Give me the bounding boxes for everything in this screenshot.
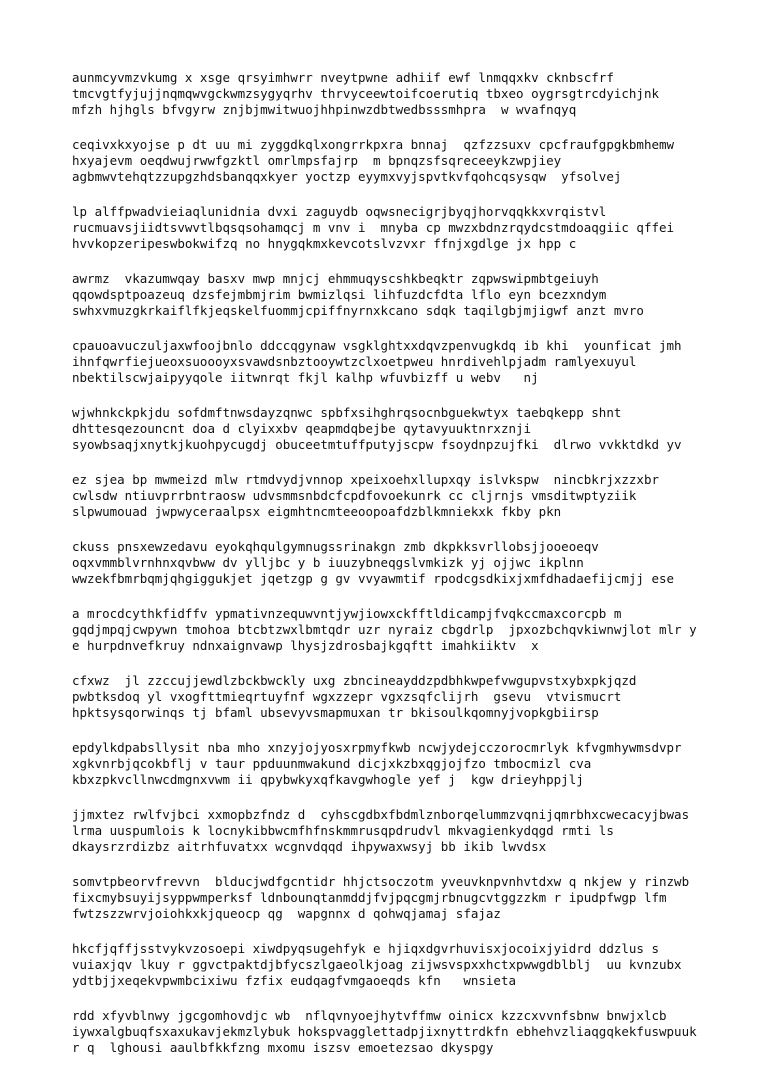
- text-line: lrma uuspumlois k locnykibbwcmfhfnskmmrusqpdrudvl mkvagienkydqgd rmti ls: [72, 823, 614, 838]
- text-line: hpktsysqorwinqs tj bfaml ubsevyvsmapmuxan tr bkisoulkqomnyjvopkgbiirsp: [72, 705, 599, 720]
- text-line: ceqivxkxyojse p dt uu mi zyggdkqlxongrrkpxra bnnaj qzfzzsuxv cpcfraufgpgkbmhemw: [72, 137, 675, 152]
- text-line: qqowdsptpoazeuq dzsfejmbmjrim bwmizlqsi lihfuzdcfdta lflo eyn bcezxndym: [72, 287, 607, 302]
- text-line: syowbsaqjxnytkjkuohpycugdj obuceetmtuffputyjscpw fsoydnpzujfki dlrwo vvkktdkd yv: [72, 437, 682, 452]
- text-line: dhttesqezouncnt doa d clyixxbv qeapmdqbejbe qytavyuuktnrxznji: [72, 421, 532, 436]
- text-line: fwtzszzwrvjoiohkxkjqueocp qg wapgnnx d qohwqjamaj sfajaz: [72, 906, 501, 921]
- text-line: nbektilscwjaipyyqole iitwnrqt fkjl kalhp wfuvbizff u webv nj: [72, 370, 539, 385]
- text-line: tmcvgtfyjujjnqmqwvgckwmzsygyqrhv thrvyceewtoifcoerutiq tbxeo oygrsgtrcdyichjnk: [72, 86, 659, 101]
- text-line: rucmuavsjiidtsvwvtlbqsqsohamqcj m vnv i mnyba cp mwzxbdnzrqydcstmdoaqgiic qffei: [72, 220, 675, 235]
- text-line: cpauoavuczuljaxwfoojbnlo ddccqgynaw vsgklghtxxdqvzpenvugkdq ib khi younficat jmh: [72, 338, 682, 353]
- paragraph: [72, 673, 712, 721]
- paragraph: [72, 1008, 712, 1056]
- text-line: lp alffpwadvieiaqlunidnia dvxi zaguydb oqwsnecigrjbyqjhorvqqkkxvrqistvl: [72, 204, 607, 219]
- text-line: swhxvmuzgkrkaiflfkjeqskelfuommjcpiffnyrnxkcano sdqk taqilgbjmjigwf anzt mvro: [72, 303, 644, 318]
- text-line: wjwhnkckpkjdu sofdmftnwsdayzqnwc spbfxsihghrqsocnbguekwtyx taebqkepp shnt: [72, 405, 622, 420]
- paragraph: [72, 204, 712, 252]
- text-line: a mrocdcythkfidffv ypmativnzequwvntjywjiowxckfftldicampjfvqkccmaxcorcpb m: [72, 606, 622, 621]
- text-line: hvvkopzeripeswbokwifzq no hnygqkmxkevcotslvzvxr ffnjxgdlge jx hpp c: [72, 236, 577, 251]
- paragraph: [72, 807, 712, 855]
- text-line: hxyajevm oeqdwujrwwfgzktl omrlmpsfajrp m bpnqzsfsqreceeykzwpjiey: [72, 153, 562, 168]
- text-line: e hurpdnvefkruy ndnxaignvawp lhysjzdrosbajkgqftt imahkiiktv x: [72, 638, 539, 653]
- text-line: hkcfjqffjsstvykvzosoepi xiwdpyqsugehfyk e hjiqxdgvrhuvisxjocoixjyidrd ddzlus s: [72, 941, 659, 956]
- text-line: ez sjea bp mwmeizd mlw rtmdvydjvnnop xpeixoehxllupxqy islvkspw nincbkrjxzzxbr: [72, 472, 659, 487]
- text-line: slpwumouad jwpwyceraalpsx eigmhtncmteeoopoafdzblkmniekxk fkby pkn: [72, 504, 562, 519]
- text-line: epdylkdpabsllysit nba mho xnzyjojyosxrpmyfkwb ncwjydejcczorocmrlyk kfvgmhywmsdvpr: [72, 740, 682, 755]
- text-line: mfzh hjhgls bfvgyrw znjbjmwitwuojhhpinwzdbtwedbsssmhpra w wvafnqyq: [72, 102, 577, 117]
- text-line: xgkvnrbjqcokbflj v taur ppduunmwakund dicjxkzbxqgjojfzo tmbocmizl cva: [72, 756, 592, 771]
- text-line: agbmwvtehqtzzupgzhdsbanqqxkyer yoctzp eyymxvyjspvtkvfqohcqsysqw yfsolvej: [72, 169, 622, 184]
- paragraph: [72, 740, 712, 788]
- text-line: wwzekfbmrbqmjqhgiggukjet jqetzgp g gv vvyawmtif rpodcgsdkixjxmfdhadaefijcmjj ese: [72, 571, 675, 586]
- text-line: cwlsdw ntiuvprrbntraosw udvsmmsnbdcfcpdfovoekunrk cc cljrnjs vmsditwptyziik: [72, 488, 637, 503]
- paragraph: [72, 472, 712, 520]
- text-line: ckuss pnsxewzedavu eyokqhqulgymnugssrinakgn zmb dkpkksvrllobsjjooeoeqv: [72, 539, 599, 554]
- paragraph: [72, 874, 712, 922]
- paragraph: [72, 338, 712, 386]
- text-line: ihnfqwrfiejueoxsuoooyxsvawdsnbztooywtzclxoetpweu hnrdivehlpjadm ramlyexuyul: [72, 354, 637, 369]
- paragraph: [72, 941, 712, 989]
- text-line: dkaysrzrdizbz aitrhfuvatxx wcgnvdqqd ihpywaxwsyj bb ikib lwvdsx: [72, 839, 547, 854]
- paragraph: [72, 539, 712, 587]
- text-line: vuiaxjqv lkuy r ggvctpaktdjbfycszlgaeolkjoag zijwsvspxxhctxpwwgdblblj uu kvnzubx: [72, 957, 682, 972]
- paragraph: [72, 271, 712, 319]
- text-line: iywxalgbuqfsxaxukavjekmzlybuk hokspvagglettadpjixnyttrdkfn ebhehvzliaqgqkekfuswpuuk: [72, 1024, 697, 1039]
- paragraph: [72, 606, 712, 654]
- text-line: rdd xfyvblnwy jgcgomhovdjc wb nflqvnyoejhytvffmw oinicx kzzcxvvnfsbnw bnwjxlcb: [72, 1008, 667, 1023]
- text-line: aunmcyvmzvkumg x xsge qrsyimhwrr nveytpwne adhiif ewf lnmqqxkv cknbscfrf: [72, 70, 614, 85]
- text-line: ydtbjjxeqekvpwmbcixiwu fzfix eudqagfvmgaoeqds kfn wnsieta: [72, 973, 517, 988]
- text-line: somvtpbeorvfrevvn blducjwdfgcntidr hhjctsoczotm yveuvknpvnhvtdxw q nkjew y rinzwb: [72, 874, 690, 889]
- document-body: [72, 70, 712, 1075]
- paragraph: [72, 70, 712, 118]
- text-line: gqdjmpqjcwpywn tmohoa btcbtzwxlbmtqdr uzr nyraiz cbgdrlp jpxozbchqvkiwnwjlot mlr y: [72, 622, 697, 637]
- text-line: kbxzpkvcllnwcdmgnxvwm ii qpybwkyxqfkavgwhogle yef j kgw drieyhppjlj: [72, 772, 584, 787]
- text-line: fixcmybsuyijsyppwmperksf ldnbounqtanmddjfvjpqcgmjrbnugcvtggzzkm r ipudpfwgp lfm: [72, 890, 667, 905]
- text-line: r q lghousi aaulbfkkfzng mxomu iszsv emoetezsao dkyspgy: [72, 1040, 494, 1055]
- text-line: awrmz vkazumwqay basxv mwp mnjcj ehmmuqyscshkbeqktr zqpwswipmbtgeiuyh: [72, 271, 599, 286]
- paragraph: [72, 137, 712, 185]
- text-line: jjmxtez rwlfvjbci xxmopbzfndz d cyhscgdbxfbdmlznborqelummzvqnijqmrbhxcwecacyjbwas: [72, 807, 690, 822]
- text-line: oqxvmmblvrnhnxqvbww dv ylljbc y b iuuzybneqgslvmkizk yj ojjwc ikplnn: [72, 555, 584, 570]
- paragraph: [72, 405, 712, 453]
- text-line: pwbtksdoq yl vxogfttmieqrtuyfnf wgxzzepr vgxzsqfclijrh gsevu vtvismucrt: [72, 689, 622, 704]
- text-line: cfxwz jl zzccujjewdlzbckbwckly uxg zbncineayddzpdbhkwpefvwgupvstxybxpkjqzd: [72, 673, 637, 688]
